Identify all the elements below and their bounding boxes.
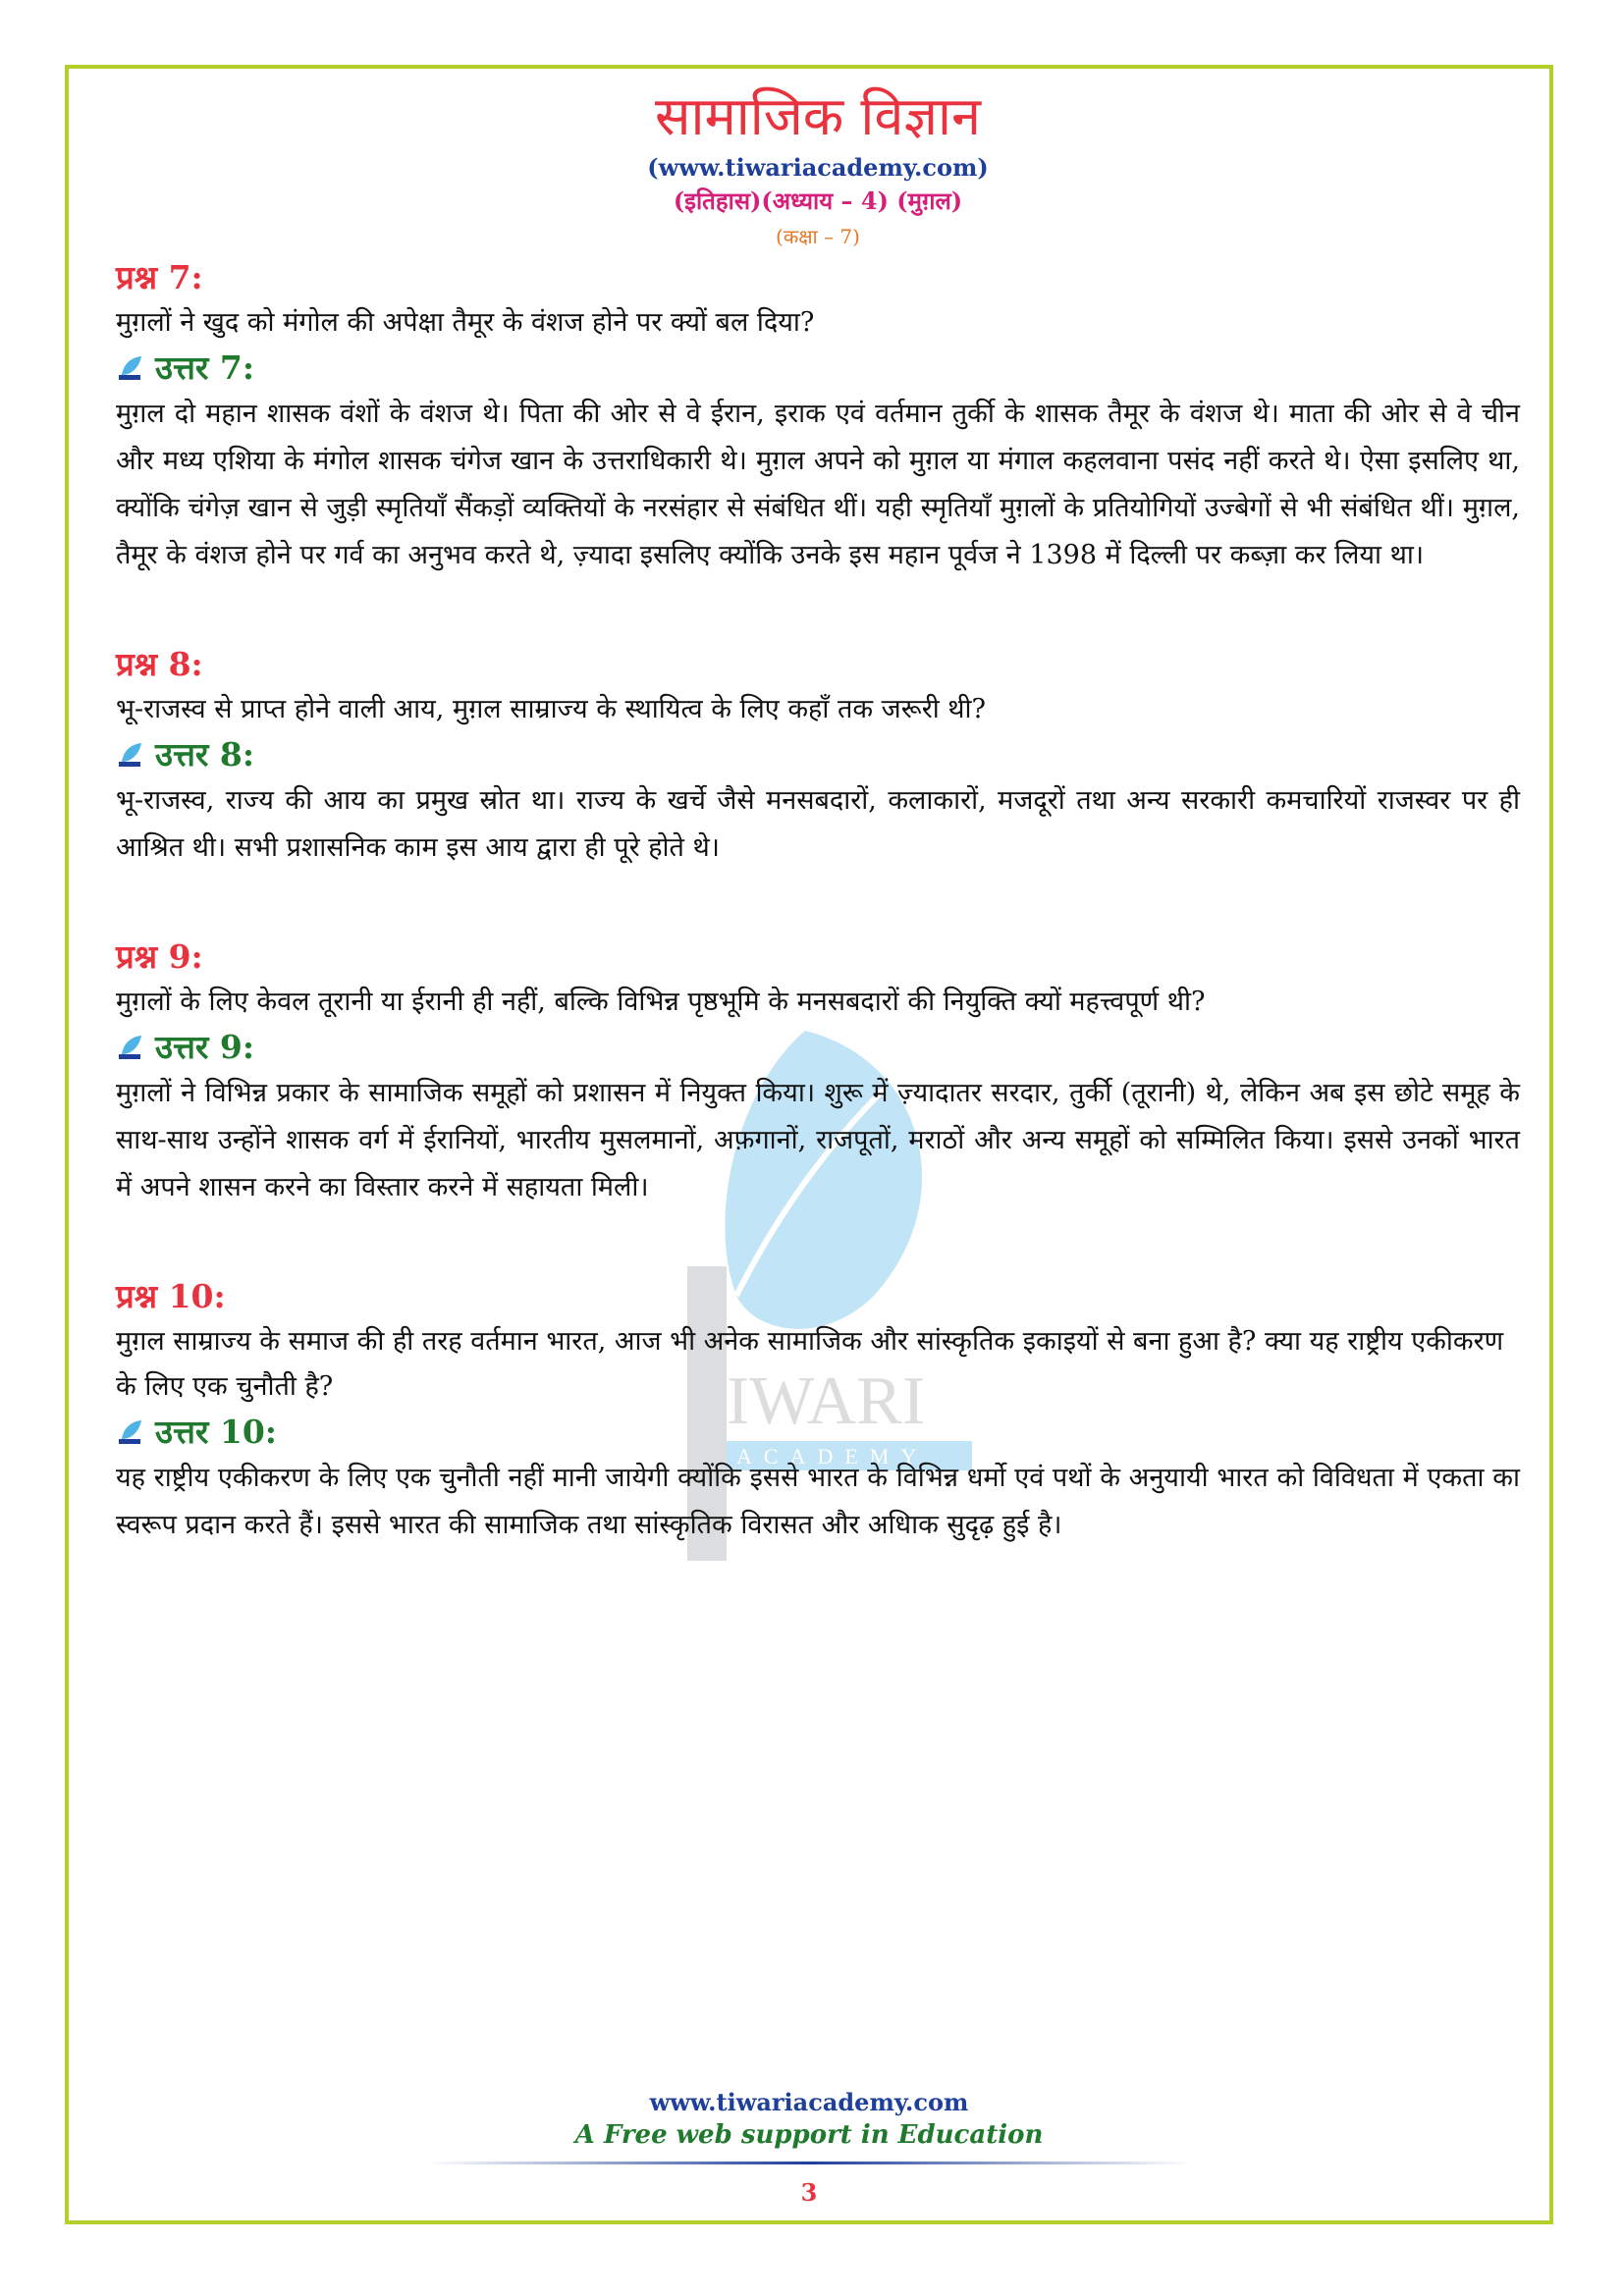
qa-block-10 bbox=[116, 1274, 1520, 1549]
page-number: 3 bbox=[800, 2178, 818, 2207]
answer-label: उत्तर 8: bbox=[155, 735, 255, 774]
question-text: मुग़लों ने खुद को मंगोल की अपेक्षा तैमूर के वंशज होने पर क्यों बल दिया? bbox=[116, 307, 815, 338]
answer-label: उत्तर 9: bbox=[155, 1028, 255, 1066]
watermark-subtext: ACADEMY bbox=[736, 1444, 929, 1468]
question-label: प्रश्न 8: bbox=[116, 645, 203, 683]
answer-heading bbox=[116, 732, 1520, 777]
qa-block-9 bbox=[116, 934, 1520, 1211]
footer-tagline: A Free web support in Education bbox=[574, 2120, 1044, 2150]
question-text: भू-राजस्व से प्राप्त होने वाली आय, मुग़ल साम्राज्य के स्थायित्व के लिए कहाँ तक जरूरी थी? bbox=[116, 694, 987, 724]
footer-site-link[interactable]: www.tiwariacademy.com bbox=[649, 2088, 969, 2116]
answer-text: मुग़ल दो महान शासक वंशों के वंशज थे। पिता की ओर से वे ईरान, इराक एवं वर्तमान तुर्की के शासक तैमूर के वंशज थे। माता की ओर से वे चीन और मध्य एशिया के मंगोल शासक चंगेज खान के उत्तराधिकारी थे। मुग़ल अपने को मुग़ल या मंगाल कहलवाना पसंद नहीं करते थे। ऐसा इसलिए था, क्योंकि चंगेज़ खान से जुड़ी स्मृतियाँ सैंकड़ों व्यक्तियों के नरसंहार से संबंधित थीं। यही स्मृतियाँ मुग़लों के प्रतियोगियों उज्बेगों से भी संबंधित थीं। मुग़ल, तैमूर के वंशज होने पर गर्व का अनुभव करते थे, ज़्यादा इसलिए क्योंकि उनके इस महान पूर्वज ने 1398 में दिल्ली पर कब्ज़ा कर लिया था। bbox=[116, 399, 1520, 570]
answer-label: उत्तर 7: bbox=[155, 348, 255, 387]
watermark-text: IWARI bbox=[727, 1363, 926, 1439]
answer-heading bbox=[116, 1410, 1520, 1455]
answer-heading bbox=[116, 346, 1520, 391]
question-text: मुग़लों के लिए केवल तूरानी या ईरानी ही नहीं, बल्कि विभिन्न पृष्ठभूमि के मनसबदारों की नियुक्ति क्यों महत्त्वपूर्ण थी? bbox=[116, 987, 1206, 1017]
page-header bbox=[116, 82, 1520, 255]
answer-text: भू-राजस्व, राज्य की आय का प्रमुख स्रोत था। राज्य के खर्चे जैसे मनसबदारों, कलाकारों, मजदूरों तथा अन्य सरकारी कमचारियों राजस्वर पर ही आश्रित थी। सभी प्रशासनिक काम इस आय द्वारा ही पूरे होते थे। bbox=[116, 785, 1520, 863]
chapter-subtitle: (इतिहास)(अध्याय – 4) (मुग़ल) bbox=[673, 187, 963, 215]
answer-text: मुग़लों ने विभिन्न प्रकार के सामाजिक समूहों को प्रशासन में नियुक्त किया। शुरू में ज़्यादातर सरदार, तुर्की (तूरानी) थे, लेकिन अब इस छोटे समूह के साथ-साथ उन्होंने शासक वर्ग में ईरानियों, भारतीय मुसलमानों, अफ़गानों, राजपूतों, मराठों और अन्य समूहों को सम्मिलित किया। इससे उनकों भारत में अपने शासन करने का विस्तार करने में सहायता मिली। bbox=[116, 1078, 1520, 1202]
leaf-icon bbox=[116, 1417, 143, 1447]
answer-text: यह राष्ट्रीय एकीकरण के लिए एक चुनौती नहीं मानी जायेगी क्योंकि इससे भारत के विभिन्न धर्मो एवं पथों के अनुयायी भारत को विविधता में एकता का स्वरूप प्रदान करते हैं। इससे भारत की सामाजिक तथा सांस्कृतिक विरासत और अधिाक सुदृढ़ हुई है। bbox=[116, 1463, 1520, 1540]
leaf-icon bbox=[116, 1033, 143, 1062]
question-label: प्रश्न 10: bbox=[116, 1277, 226, 1315]
page-footer bbox=[65, 2087, 1553, 2208]
question-text: मुग़ल साम्राज्य के समाज की ही तरह वर्तमान भारत, आज भी अनेक सामाजिक और सांस्कृतिक इकाइयों से बना हुआ है? क्या यह राष्ट्रीय एकीकरण के लिए एक चुनौती है? bbox=[116, 1326, 1504, 1402]
answer-label: उत्तर 10: bbox=[155, 1413, 277, 1451]
answer-heading bbox=[116, 1025, 1520, 1070]
class-label: (कक्षा – 7) bbox=[776, 225, 860, 248]
page-title: सामाजिक विज्ञान bbox=[654, 85, 982, 147]
question-label: प्रश्न 9: bbox=[116, 937, 203, 976]
leaf-icon bbox=[116, 740, 143, 770]
footer-divider bbox=[426, 2162, 1192, 2164]
qa-block-8 bbox=[116, 642, 1520, 872]
page-content bbox=[116, 82, 1520, 1549]
question-label: प्रश्न 7: bbox=[116, 258, 203, 296]
header-site-link[interactable]: (www.tiwariacademy.com) bbox=[647, 153, 989, 182]
qa-block-7 bbox=[116, 255, 1520, 579]
leaf-icon bbox=[116, 353, 143, 383]
